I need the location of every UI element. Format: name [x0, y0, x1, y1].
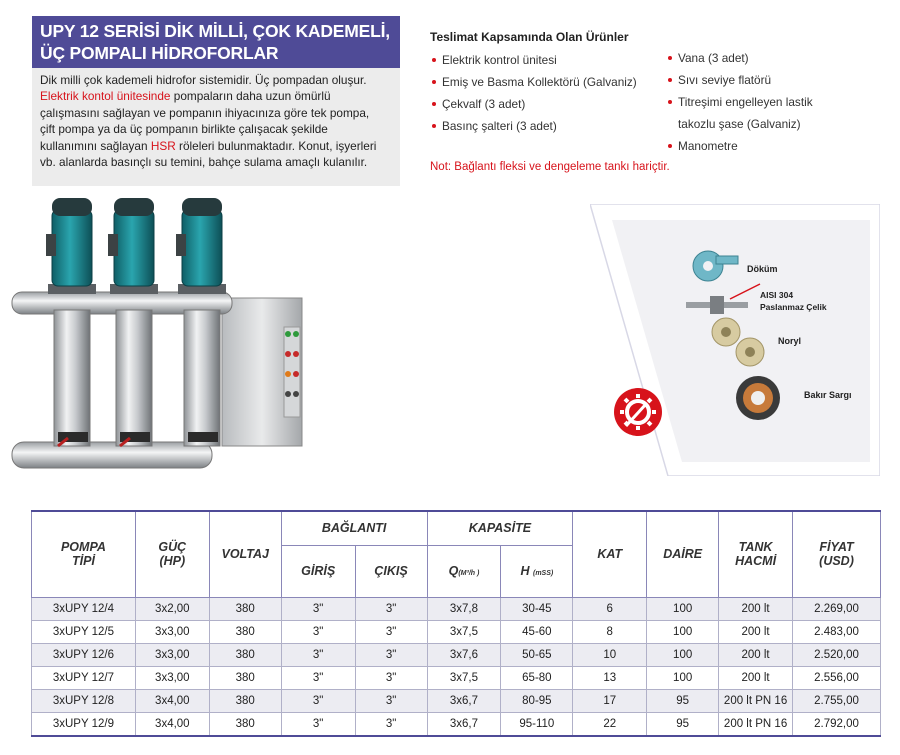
- desc-highlight-hsr: HSR: [150, 138, 176, 153]
- scope-item: Sıvı seviye flatörü: [668, 69, 813, 91]
- title-line-1: UPY 12 SERİSİ DİK MİLLİ, ÇOK KADEMELİ,: [40, 21, 390, 41]
- col-header-connection: BAĞLANTI: [281, 511, 427, 545]
- cell-pump-type: 3xUPY 12/7: [32, 667, 136, 690]
- cell-price: 2.520,00: [793, 643, 881, 666]
- cell-voltage: 380: [209, 597, 281, 620]
- cell-head: 45-60: [501, 620, 573, 643]
- cell-outlet: 3": [355, 643, 427, 666]
- cell-pump-type: 3xUPY 12/4: [32, 597, 136, 620]
- col-header-head: [501, 545, 573, 597]
- cell-inlet: 3": [281, 713, 355, 736]
- cell-outlet: 3": [355, 667, 427, 690]
- cell-tank-volume: 200 lt: [719, 597, 793, 620]
- cell-apartments: 100: [647, 643, 719, 666]
- gear-icon: [614, 388, 662, 436]
- cell-flow: 3x6,7: [427, 690, 501, 713]
- scope-item: Çekvalf (3 adet): [432, 93, 637, 115]
- material-label-steel-b: Paslanmaz Çelik: [760, 302, 827, 312]
- cell-apartments: 100: [647, 597, 719, 620]
- cell-power: 3x4,00: [135, 713, 209, 736]
- desc-line-5-pre: kullanımını sağlayan: [40, 138, 151, 153]
- desc-line-2-rest: pompaların daha uzun ömürlü: [170, 89, 331, 104]
- cell-apartments: 95: [647, 690, 719, 713]
- table-row: [32, 620, 881, 643]
- header-text: POMPA: [60, 540, 106, 555]
- col-header-apartments: DAİRE: [647, 511, 719, 597]
- desc-line-1: Dik milli çok kademeli hidrofor sistemidir. Üç pompadan oluşur.: [40, 73, 367, 87]
- scope-item-continued-text: takozlu şase (Galvaniz): [678, 117, 801, 131]
- cell-outlet: 3": [355, 713, 427, 736]
- cell-flow: 3x7,8: [427, 597, 501, 620]
- cell-power: 3x4,00: [135, 690, 209, 713]
- cell-floors: 13: [573, 667, 647, 690]
- cell-pump-type: 3xUPY 12/9: [32, 713, 136, 736]
- desc-line-3: çalışmasını sağlayan ve pompanın ihiyacınıza göre tek pompa,: [40, 105, 370, 120]
- cell-tank-volume: 200 lt PN 16: [719, 713, 793, 736]
- specification-table: [31, 510, 881, 737]
- flow-unit: (M³/h ): [458, 570, 480, 577]
- cell-flow: 3x7,5: [427, 667, 501, 690]
- materials-illustration: [590, 204, 880, 476]
- cell-tank-volume: 200 lt PN 16: [719, 690, 793, 713]
- cell-outlet: 3": [355, 620, 427, 643]
- cell-inlet: 3": [281, 690, 355, 713]
- cell-floors: 8: [573, 620, 647, 643]
- cell-apartments: 100: [647, 620, 719, 643]
- cell-head: 65-80: [501, 667, 573, 690]
- header-text: TANK: [738, 540, 773, 555]
- product-description: [32, 68, 400, 186]
- pump-illustration: [8, 192, 308, 492]
- cell-pump-type: 3xUPY 12/8: [32, 690, 136, 713]
- table-row: [32, 643, 881, 666]
- cell-floors: 17: [573, 690, 647, 713]
- scope-item: Basınç şalteri (3 adet): [432, 115, 637, 137]
- cell-tank-volume: 200 lt: [719, 667, 793, 690]
- specification-table-body: [32, 597, 881, 736]
- cell-pump-type: 3xUPY 12/6: [32, 643, 136, 666]
- materials-panel: [590, 204, 880, 476]
- header-text: GÜÇ: [158, 540, 187, 555]
- cell-price: 2.483,00: [793, 620, 881, 643]
- col-header-tank-volume: [719, 511, 793, 597]
- desc-line-6: vb. alanlarda basınçlı su temini, bahçe sulama amaçlı kulanılır.: [40, 155, 368, 170]
- material-label-cast: Döküm: [747, 264, 778, 274]
- product-title: [32, 16, 400, 68]
- cell-inlet: 3": [281, 643, 355, 666]
- material-label-noryl: Noryl: [778, 336, 802, 346]
- flow-symbol: Q: [448, 564, 459, 578]
- cell-flow: 3x7,6: [427, 643, 501, 666]
- cell-power: 3x3,00: [135, 620, 209, 643]
- table-row: [32, 597, 881, 620]
- desc-line-4: çift pompa ya da üç pompanın birlikte çalışacak şekilde: [40, 122, 328, 137]
- cell-floors: 22: [573, 713, 647, 736]
- cell-tank-volume: 200 lt: [719, 620, 793, 643]
- col-header-floors: KAT: [573, 511, 647, 597]
- head-unit: (mSS): [533, 570, 554, 577]
- cell-outlet: 3": [355, 597, 427, 620]
- table-row: [32, 667, 881, 690]
- cell-price: 2.792,00: [793, 713, 881, 736]
- header-text: (USD): [819, 554, 854, 569]
- cell-head: 80-95: [501, 690, 573, 713]
- desc-line-5: [40, 138, 394, 154]
- col-header-outlet: ÇIKIŞ: [355, 545, 427, 597]
- cell-flow: 3x6,7: [427, 713, 501, 736]
- scope-item: Titreşimi engelleyen lastik: [668, 91, 813, 113]
- title-line-2: ÜÇ POMPALI HİDROFORLAR: [40, 43, 279, 63]
- cell-head: 95-110: [501, 713, 573, 736]
- cell-pump-type: 3xUPY 12/5: [32, 620, 136, 643]
- col-header-inlet: GİRİŞ: [281, 545, 355, 597]
- cell-floors: 6: [573, 597, 647, 620]
- table-row: [32, 713, 881, 736]
- desc-highlight-control-unit: Elektrik kontol ünitesinde: [40, 89, 171, 104]
- cell-head: 50-65: [501, 643, 573, 666]
- header-text: FİYAT: [819, 540, 854, 555]
- delivery-scope-title: Teslimat Kapsamında Olan Ürünler: [430, 30, 629, 44]
- cell-tank-volume: 200 lt: [719, 643, 793, 666]
- cell-voltage: 380: [209, 690, 281, 713]
- material-label-copper: Bakır Sargı: [804, 390, 852, 400]
- cell-voltage: 380: [209, 643, 281, 666]
- cell-price: 2.269,00: [793, 597, 881, 620]
- cell-power: 3x3,00: [135, 667, 209, 690]
- cell-apartments: 95: [647, 713, 719, 736]
- scope-item: Vana (3 adet): [668, 47, 813, 69]
- copper-winding-part: [736, 376, 780, 420]
- cell-inlet: 3": [281, 597, 355, 620]
- col-header-voltage: VOLTAJ: [209, 511, 281, 597]
- delivery-scope-list-1: [432, 49, 637, 137]
- scope-item: Manometre: [668, 135, 813, 157]
- material-label-steel-a: AISI 304: [760, 290, 794, 300]
- cell-apartments: 100: [647, 667, 719, 690]
- cell-voltage: 380: [209, 713, 281, 736]
- cell-voltage: 380: [209, 620, 281, 643]
- cell-head: 30-45: [501, 597, 573, 620]
- header-text: HACMİ: [735, 554, 777, 569]
- cell-floors: 10: [573, 643, 647, 666]
- scope-item: Elektrik kontrol ünitesi: [432, 49, 637, 71]
- desc-line-2: [40, 88, 394, 104]
- col-header-power: [135, 511, 209, 597]
- table-row: [32, 690, 881, 713]
- col-header-capacity: KAPASİTE: [427, 511, 573, 545]
- cell-voltage: 380: [209, 667, 281, 690]
- cell-power: 3x2,00: [135, 597, 209, 620]
- scope-item: Emiş ve Basma Kollektörü (Galvaniz): [432, 71, 637, 93]
- cell-flow: 3x7,5: [427, 620, 501, 643]
- cell-price: 2.755,00: [793, 690, 881, 713]
- cell-power: 3x3,00: [135, 643, 209, 666]
- desc-line-5-post: röleleri bulunmaktadır. Konut, işyerleri: [175, 138, 377, 153]
- pump-booster-image: [8, 192, 308, 492]
- delivery-scope-list-2: [668, 47, 813, 157]
- col-header-pump-type: [32, 511, 136, 597]
- col-header-price: [793, 511, 881, 597]
- head-symbol: H: [520, 564, 530, 578]
- col-header-flow: [427, 545, 501, 597]
- cell-inlet: 3": [281, 620, 355, 643]
- cell-outlet: 3": [355, 690, 427, 713]
- header-text: TİPİ: [71, 554, 95, 569]
- cell-price: 2.556,00: [793, 667, 881, 690]
- scope-item-continued: [668, 113, 813, 135]
- exclusion-note: Not: Bağlantı fleksi ve dengeleme tankı hariçtir.: [430, 161, 670, 173]
- header-text: (HP): [159, 554, 186, 569]
- cell-inlet: 3": [281, 667, 355, 690]
